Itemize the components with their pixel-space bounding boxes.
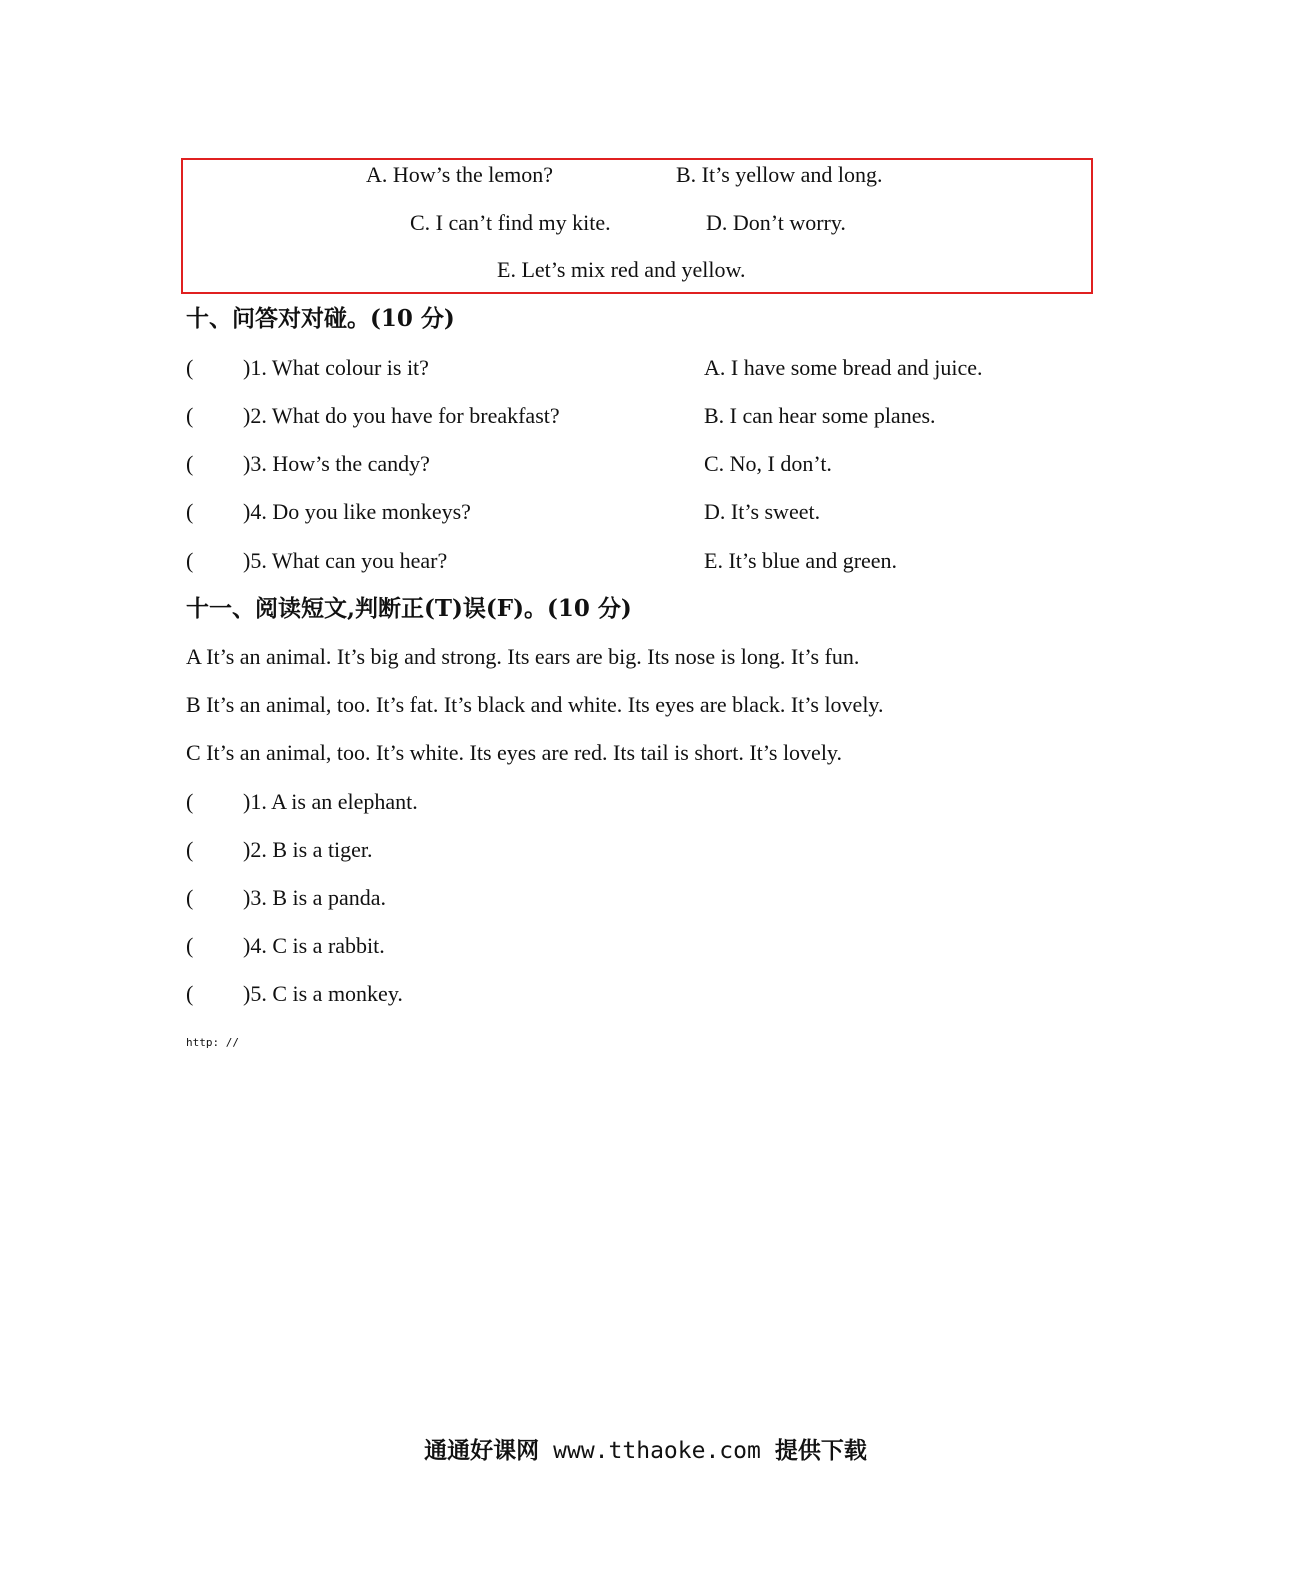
tf-statement-3: )3. B is a panda.: [243, 885, 386, 910]
footer-site-name: 通通好课网: [424, 1438, 540, 1464]
passage-c: C It’s an animal, too. It’s white. Its eyes are red. Its tail is short. It’s lovely.: [186, 740, 843, 765]
page-footer: [0, 1436, 1291, 1466]
answer-paren: (: [186, 403, 194, 428]
tf-statement-5: )5. C is a monkey.: [243, 981, 403, 1006]
answer-paren: (: [186, 885, 194, 910]
option-a: A. How’s the lemon?: [366, 162, 553, 187]
match-question-3: )3. How’s the candy?: [243, 451, 430, 476]
section-10-heading: 十、问答对对碰。(10 分): [186, 305, 455, 332]
answer-paren: (: [186, 548, 194, 573]
option-e: E. Let’s mix red and yellow.: [497, 257, 746, 282]
passage-a: A It’s an animal. It’s big and strong. Its ears are big. Its nose is long. It’s fun.: [186, 644, 860, 669]
footer-suffix: 提供下载: [774, 1438, 867, 1464]
tf-statement-1: )1. A is an elephant.: [243, 789, 418, 814]
match-answer-e: E. It’s blue and green.: [704, 548, 898, 573]
answer-paren: (: [186, 355, 194, 380]
answer-paren: (: [186, 837, 194, 862]
match-answer-c: C. No, I don’t.: [704, 451, 832, 476]
answer-paren: (: [186, 499, 194, 524]
match-question-5: )5. What can you hear?: [243, 548, 448, 573]
match-answer-d: D. It’s sweet.: [704, 499, 821, 524]
option-b: B. It’s yellow and long.: [676, 162, 883, 187]
footer-url[interactable]: www.tthaoke.com: [553, 1438, 761, 1464]
answer-paren: (: [186, 451, 194, 476]
match-answer-a: A. I have some bread and juice.: [704, 355, 983, 380]
match-question-4: )4. Do you like monkeys?: [243, 499, 471, 524]
tf-statement-4: )4. C is a rabbit.: [243, 933, 385, 958]
match-question-1: )1. What colour is it?: [243, 355, 429, 380]
url-note: http: //: [186, 1036, 239, 1049]
answer-paren: (: [186, 789, 194, 814]
match-question-2: )2. What do you have for breakfast?: [243, 403, 560, 428]
section-11-heading: 十一、阅读短文,判断正(T)误(F)。(10 分): [186, 595, 632, 622]
option-d: D. Don’t worry.: [706, 210, 846, 235]
option-c: C. I can’t find my kite.: [410, 210, 611, 235]
match-answer-b: B. I can hear some planes.: [704, 403, 936, 428]
answer-paren: (: [186, 933, 194, 958]
tf-statement-2: )2. B is a tiger.: [243, 837, 373, 862]
passage-b: B It’s an animal, too. It’s fat. It’s black and white. Its eyes are black. It’s lovely.: [186, 692, 884, 717]
answer-paren: (: [186, 981, 194, 1006]
